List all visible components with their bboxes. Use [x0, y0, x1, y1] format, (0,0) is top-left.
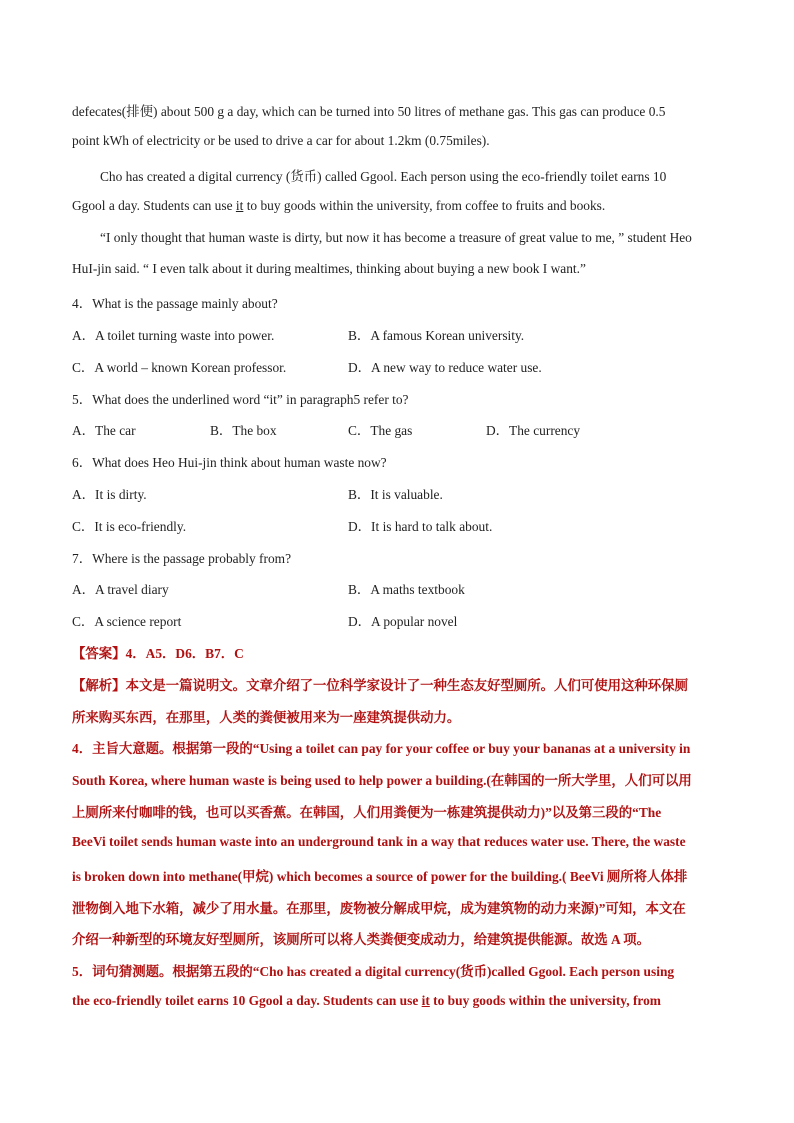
- option: B．The box: [210, 423, 277, 438]
- answer-line: [72, 643, 244, 662]
- option: B．A famous Korean university.: [348, 328, 525, 343]
- passage-line: point kWh of electricity or be used to drive a car for about 1.2km (0.75miles).: [72, 133, 490, 148]
- question-stem: 7．Where is the passage probably from?: [72, 551, 292, 566]
- option: A．The car: [72, 423, 136, 438]
- option: C．It is eco-friendly.: [72, 519, 187, 534]
- analysis-line: 上厕所来付咖啡的钱，也可以买香蕉。在韩国，人们用粪便为一栋建筑提供动力)”以及第三段的“The: [72, 805, 662, 820]
- option: D．A new way to reduce water use.: [348, 360, 542, 375]
- option: A．It is dirty.: [72, 487, 147, 502]
- option: C．A world – known Korean professor.: [72, 360, 287, 375]
- text-span: 本文是一篇说明文。文章介绍了一位科学家设计了一种生态友好型厕所。人们可使用这种环保厕: [125, 678, 688, 693]
- analysis-line: South Korea, where human waste is being used to help power a building.(在韩国的一所大学里，人们可以用: [72, 773, 692, 788]
- option: A．A toilet turning waste into power.: [72, 328, 275, 343]
- question-stem: 6．What does Heo Hui-jin think about human waste now?: [72, 455, 387, 470]
- analysis-line: [72, 993, 661, 1009]
- text-span: the eco-friendly toilet earns 10 Ggool a day. Students can use: [72, 993, 422, 1008]
- underlined-word: it: [235, 198, 244, 213]
- question-stem: 5．What does the underlined word “it” in paragraph5 refer to?: [72, 392, 409, 407]
- passage-line: [72, 198, 605, 214]
- option: D．The currency: [486, 423, 581, 438]
- analysis-line: 5．词句猜测题。根据第五段的“Cho has created a digital currency(货币)called Ggool. Each person using: [72, 964, 675, 979]
- analysis-line: 所来购买东西，在那里，人类的粪便被用来为一座建筑提供动力。: [72, 710, 461, 725]
- text-span: to buy goods within the university, from coffee to fruits and books.: [243, 198, 606, 213]
- analysis-line: 泄物倒入地下水箱，减少了用水量。在那里，废物被分解成甲烷，成为建筑物的动力来源)”可知，本文在: [72, 901, 686, 916]
- answer-label: 【答案】: [72, 646, 126, 661]
- analysis-label: 【解析】: [72, 678, 126, 693]
- passage-line: defecates(排便) about 500 g a day, which can be turned into 50 litres of methane gas. This gas can produce 0.5: [72, 104, 666, 119]
- analysis-line: 4．主旨大意题。根据第一段的“Using a toilet can pay for your coffee or buy your bananas at a university in: [72, 741, 691, 756]
- option: C．A science report: [72, 614, 182, 629]
- question-stem: 4．What is the passage mainly about?: [72, 296, 278, 311]
- passage-line: “I only thought that human waste is dirty, but now it has become a treasure of great value to me, ” student Heo: [100, 230, 692, 245]
- option: C．The gas: [348, 423, 413, 438]
- option: B．A maths textbook: [348, 582, 465, 597]
- answer-text: 4．A5．D6．B7．C: [125, 646, 244, 661]
- analysis-line: 介绍一种新型的环境友好型厕所，该厕所可以将人类粪便变成动力，给建筑提供能源。故选 A 项。: [72, 932, 651, 947]
- passage-line: Cho has created a digital currency (货币) called Ggool. Each person using the eco-friendly toilet earns 10: [100, 169, 667, 184]
- analysis-line: is broken down into methane(甲烷) which becomes a source of power for the building.( BeeVi 厕所将人体排: [72, 869, 688, 884]
- option: A．A travel diary: [72, 582, 169, 597]
- option: D．It is hard to talk about.: [348, 519, 493, 534]
- option: B．It is valuable.: [348, 487, 443, 502]
- passage-line: HuI-jin said. “ I even talk about it during mealtimes, thinking about buying a new book I want.”: [72, 261, 586, 276]
- text-span: to buy goods within the university, from: [429, 993, 661, 1008]
- text-span: Ggool a day. Students can use: [72, 198, 236, 213]
- option: D．A popular novel: [348, 614, 458, 629]
- analysis-line: BeeVi toilet sends human waste into an underground tank in a way that reduces water use. There, the waste: [72, 834, 686, 849]
- underlined-word: it: [421, 993, 430, 1008]
- analysis-line: [72, 675, 688, 694]
